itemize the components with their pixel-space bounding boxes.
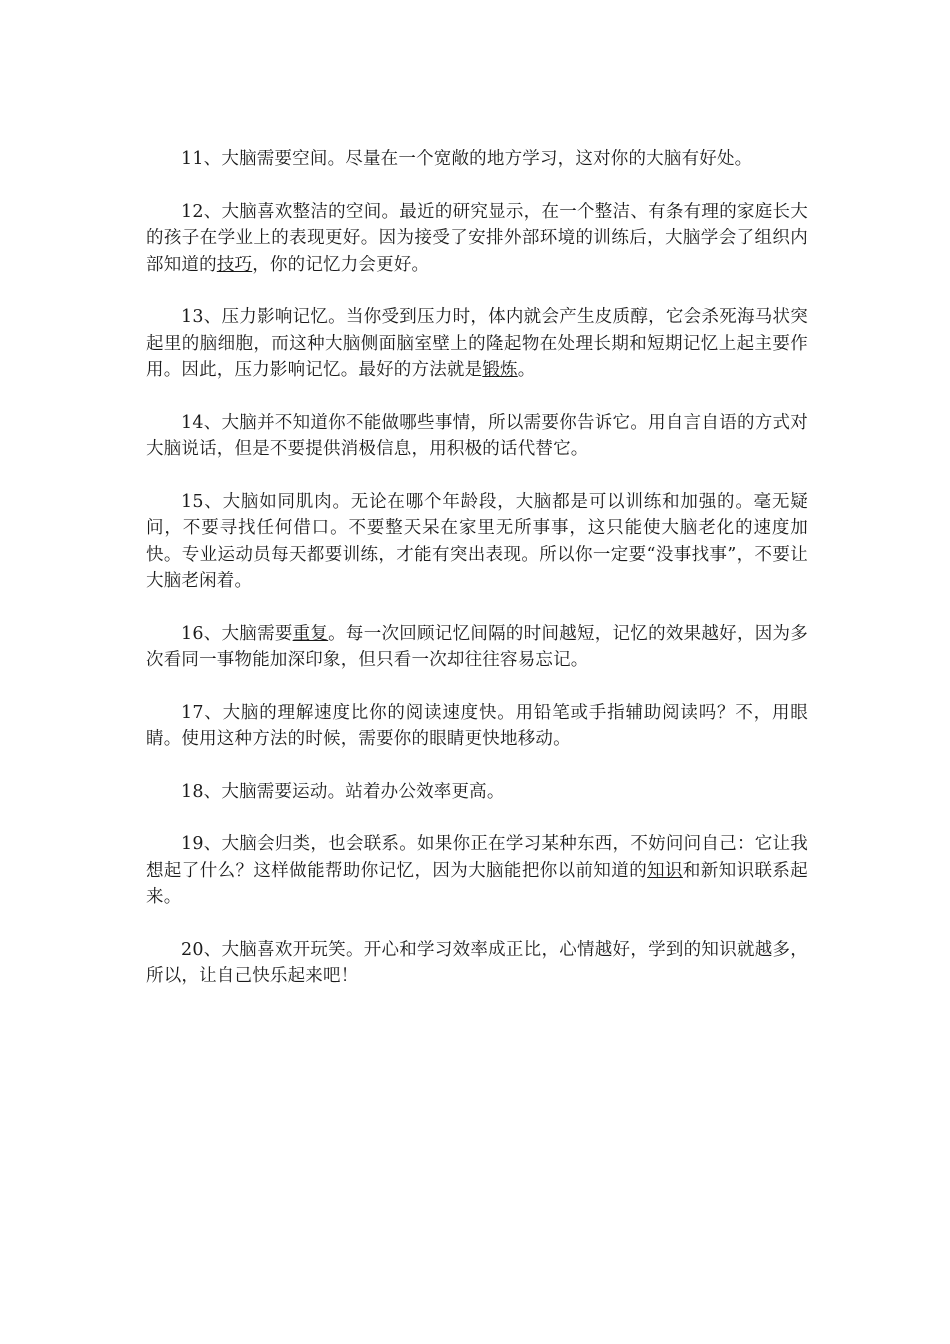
paragraph-number: 15、 bbox=[181, 491, 223, 512]
paragraph-number: 13、 bbox=[181, 307, 222, 327]
paragraph-text: 大脑需要空间。尽量在一个宽敞的地方学习，这对你的大脑有好处。 bbox=[221, 149, 753, 169]
paragraph-15 bbox=[146, 489, 808, 595]
paragraph-number: 11、 bbox=[181, 149, 222, 169]
paragraph-text: 压力影响记忆。当你受到压力时，体内就会产生皮质醇，它会杀死海马状突起里的脑细胞，而这种大脑侧面脑室壁上的隆起物在处理长期和短期记忆上起主要作用。因此，压力影响记忆。最好的方法就是 bbox=[146, 307, 808, 380]
document-body bbox=[146, 146, 808, 1016]
paragraph-number: 17、 bbox=[181, 702, 223, 723]
paragraph-number: 16、 bbox=[181, 623, 222, 644]
keyword-link[interactable]: 技巧 bbox=[216, 254, 253, 275]
paragraph-text: 大脑喜欢整洁的空间。最近的研究显示，在一个整洁、有条有理的家庭长大的孩子在学业上的表现更好。因为接受了安排外部环境的训练后，大脑学会了组织内部知道的 bbox=[146, 201, 808, 275]
paragraph-14 bbox=[146, 410, 808, 463]
paragraph-12 bbox=[146, 199, 808, 279]
paragraph-text: 大脑的理解速度比你的阅读速度快。用铅笔或手指辅助阅读吗？不，用眼睛。使用这种方法的时候，需要你的眼睛更快地移动。 bbox=[146, 702, 808, 749]
paragraph-number: 20、 bbox=[181, 939, 222, 960]
paragraph-text: 大脑如同肌肉。无论在哪个年龄段，大脑都是可以训练和加强的。毫无疑问，不要寻找任何借口。不要整天呆在家里无所事事，这只能使大脑老化的速度加快。专业运动员每天都要训练，才能有突出表现。所以你一定要“没事找事”，不要让大脑老闲着。 bbox=[146, 491, 808, 591]
paragraph-20 bbox=[146, 937, 808, 990]
paragraph-text: 大脑喜欢开玩笑。开心和学习效率成正比，心情越好，学到的知识就越多，所以，让自己快乐起来吧！ bbox=[146, 939, 808, 986]
paragraph-text: 大脑需要运动。站着办公效率更高。 bbox=[221, 781, 505, 802]
paragraph-text: 和新知识联系起来。 bbox=[146, 860, 808, 907]
paragraph-text: 大脑会归类，也会联系。如果你正在学习某种东西，不妨问问自己：它让我想起了什么？这样做能帮助你记忆，因为大脑能把你以前知道的 bbox=[146, 834, 808, 881]
paragraph-11 bbox=[146, 146, 808, 173]
paragraph-19 bbox=[146, 831, 808, 911]
paragraph-text: ，你的记忆力会更好。 bbox=[252, 254, 430, 275]
paragraph-number: 12、 bbox=[181, 201, 222, 222]
keyword-link[interactable]: 锻炼 bbox=[482, 360, 518, 380]
paragraph-17 bbox=[146, 700, 808, 753]
paragraph-text: 大脑并不知道你不能做哪些事情，所以需要你告诉它。用自言自语的方式对大脑说话，但是不要提供消极信息，用积极的话代替它。 bbox=[146, 412, 808, 459]
paragraph-16 bbox=[146, 621, 808, 674]
paragraph-number: 19、 bbox=[181, 834, 222, 854]
paragraph-13 bbox=[146, 304, 808, 384]
keyword-link[interactable]: 重复 bbox=[292, 623, 329, 644]
keyword-link[interactable]: 知识 bbox=[647, 860, 683, 881]
paragraph-number: 18、 bbox=[181, 781, 222, 802]
paragraph-text: 。每一次回顾记忆间隔的时间越短，记忆的效果越好，因为多次看同一事物能加深印象，但只看一次却往往容易忘记。 bbox=[146, 623, 808, 670]
paragraph-text: 大脑需要 bbox=[221, 623, 293, 644]
paragraph-18 bbox=[146, 779, 808, 806]
paragraph-number: 14、 bbox=[181, 412, 222, 433]
paragraph-text: 。 bbox=[517, 360, 536, 380]
